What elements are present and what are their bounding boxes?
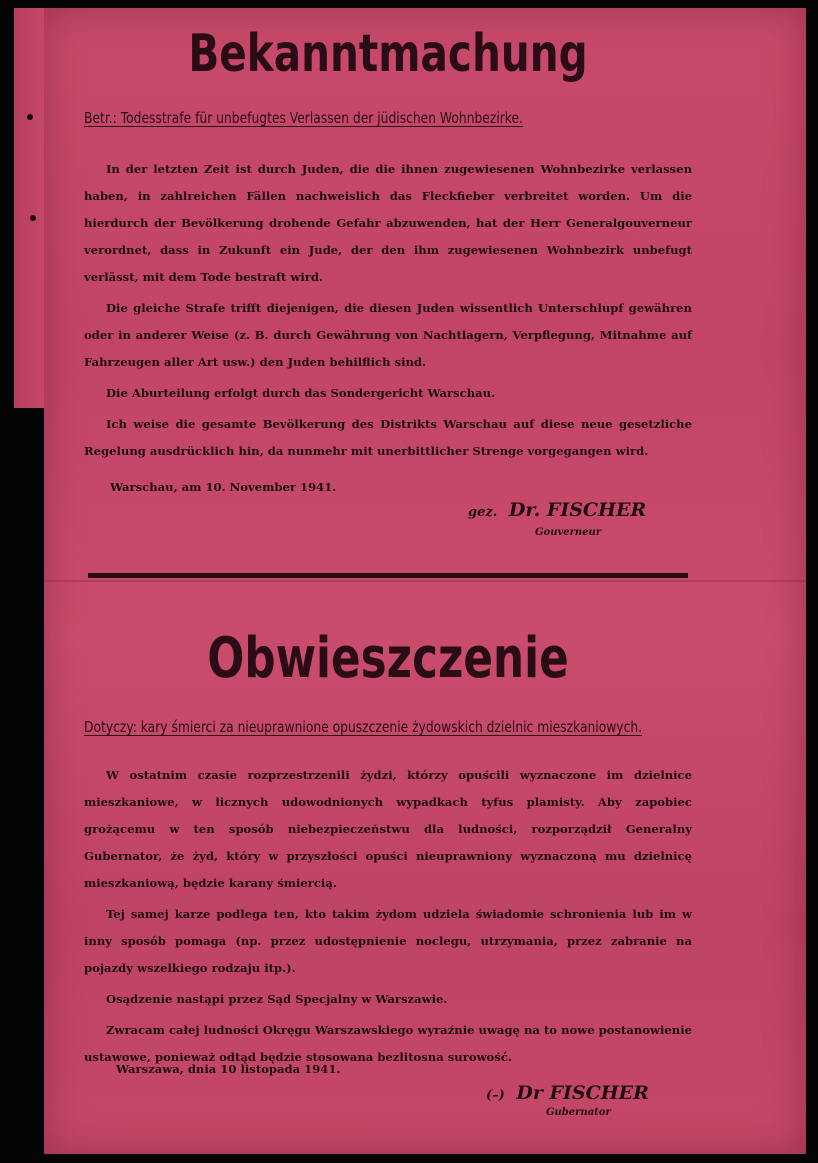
polish-body xyxy=(84,762,692,1075)
german-paragraph: In der letzten Zeit ist durch Juden, die die ihnen zugewiesenen Wohnbezirke verlassen haben, in zahlreichen Fällen nachweislich das Fleckfieber verbreitet worden. Um die hierdurch der Bevölkerung drohende Gefahr abzuwenden, hat der Herr Generalgouverneur verordnet, dass in Zukunft ein Jude, der den ihm zugewiesenen Wohnbezirk unbefugt verlässt, mit dem Tode bestraft wird. xyxy=(84,162,692,284)
german-place-date: Warschau, am 10. November 1941. xyxy=(110,480,337,494)
german-signature xyxy=(468,499,646,521)
german-subject: Betr.: Todesstrafe für unbefugtes Verlassen der jüdischen Wohnbezirke. xyxy=(84,109,523,127)
polish-rank: Gubernator xyxy=(546,1107,611,1118)
signature-prefix: (–) xyxy=(486,1088,505,1103)
polish-title: Obwieszczenie xyxy=(207,626,569,691)
german-title: Bekanntmachung xyxy=(188,24,588,84)
signature-name: Dr. FISCHER xyxy=(508,499,647,521)
polish-signature xyxy=(486,1082,649,1104)
german-body xyxy=(84,156,692,469)
pin-hole xyxy=(30,215,36,221)
signature-name: Dr FISCHER xyxy=(516,1082,649,1104)
polish-subject: Dotyczy: kary śmierci za nieuprawnione opuszczenie żydowskich dzielnic mieszkaniowych. xyxy=(84,718,643,736)
german-paragraph: Ich weise die gesamte Bevölkerung des Distrikts Warschau auf diese neue gesetzliche Regelung ausdrücklich hin, da nunmehr mit unerbittlicher Strenge vorgegangen wird. xyxy=(84,417,692,458)
section-divider xyxy=(88,573,688,578)
german-rank: Gouverneur xyxy=(535,527,602,538)
polish-place-date: Warszawa, dnia 10 listopada 1941. xyxy=(116,1062,341,1076)
polish-paragraph: Osądzenie nastąpi przez Sąd Specjalny w Warszawie. xyxy=(106,992,448,1006)
german-paragraph: Die gleiche Strafe trifft diejenigen, die diesen Juden wissentlich Unterschlupf gewähren oder in anderer Weise (z. B. durch Gewährung von Nachtlagern, Verpflegung, Mitnahme auf Fahrzeugen aller Art usw.) den Juden behilflich sind. xyxy=(84,301,692,369)
german-paragraph: Die Aburteilung erfolgt durch das Sondergericht Warschau. xyxy=(106,386,496,400)
polish-paragraph: Tej samej karze podlega ten, kto takim żydom udziela świadomie schronienia lub im w inny sposób pomaga (np. przez udostępnienie noclegu, utrzymania, przez zabranie na pojazdy wszelkiego rodzaju itp.). xyxy=(84,907,692,975)
paper-fold xyxy=(44,580,806,582)
signature-prefix: gez. xyxy=(468,505,498,520)
polish-paragraph: W ostatnim czasie rozprzestrzenili żydzi, którzy opuścili wyznaczone im dzielnice mieszkaniowe, w licznych udowodnionych wypadkach tyfus plamisty. Aby zapobiec grożącemu w ten sposób niebezpieczeństwu dla ludności, rozporządził Generalny Gubernator, że żyd, który w przyszłości opuści nieuprawniony wyznaczoną mu dzielnicę mieszkaniową, będzie karany śmiercią. xyxy=(84,768,692,890)
polish-paragraph: Zwracam całej ludności Okręgu Warszawskiego wyraźnie uwagę na to nowe postanowienie ustawowe, ponieważ odtąd będzie stosowana bezlitosna surowość. xyxy=(84,1023,692,1064)
pin-hole xyxy=(27,114,33,120)
